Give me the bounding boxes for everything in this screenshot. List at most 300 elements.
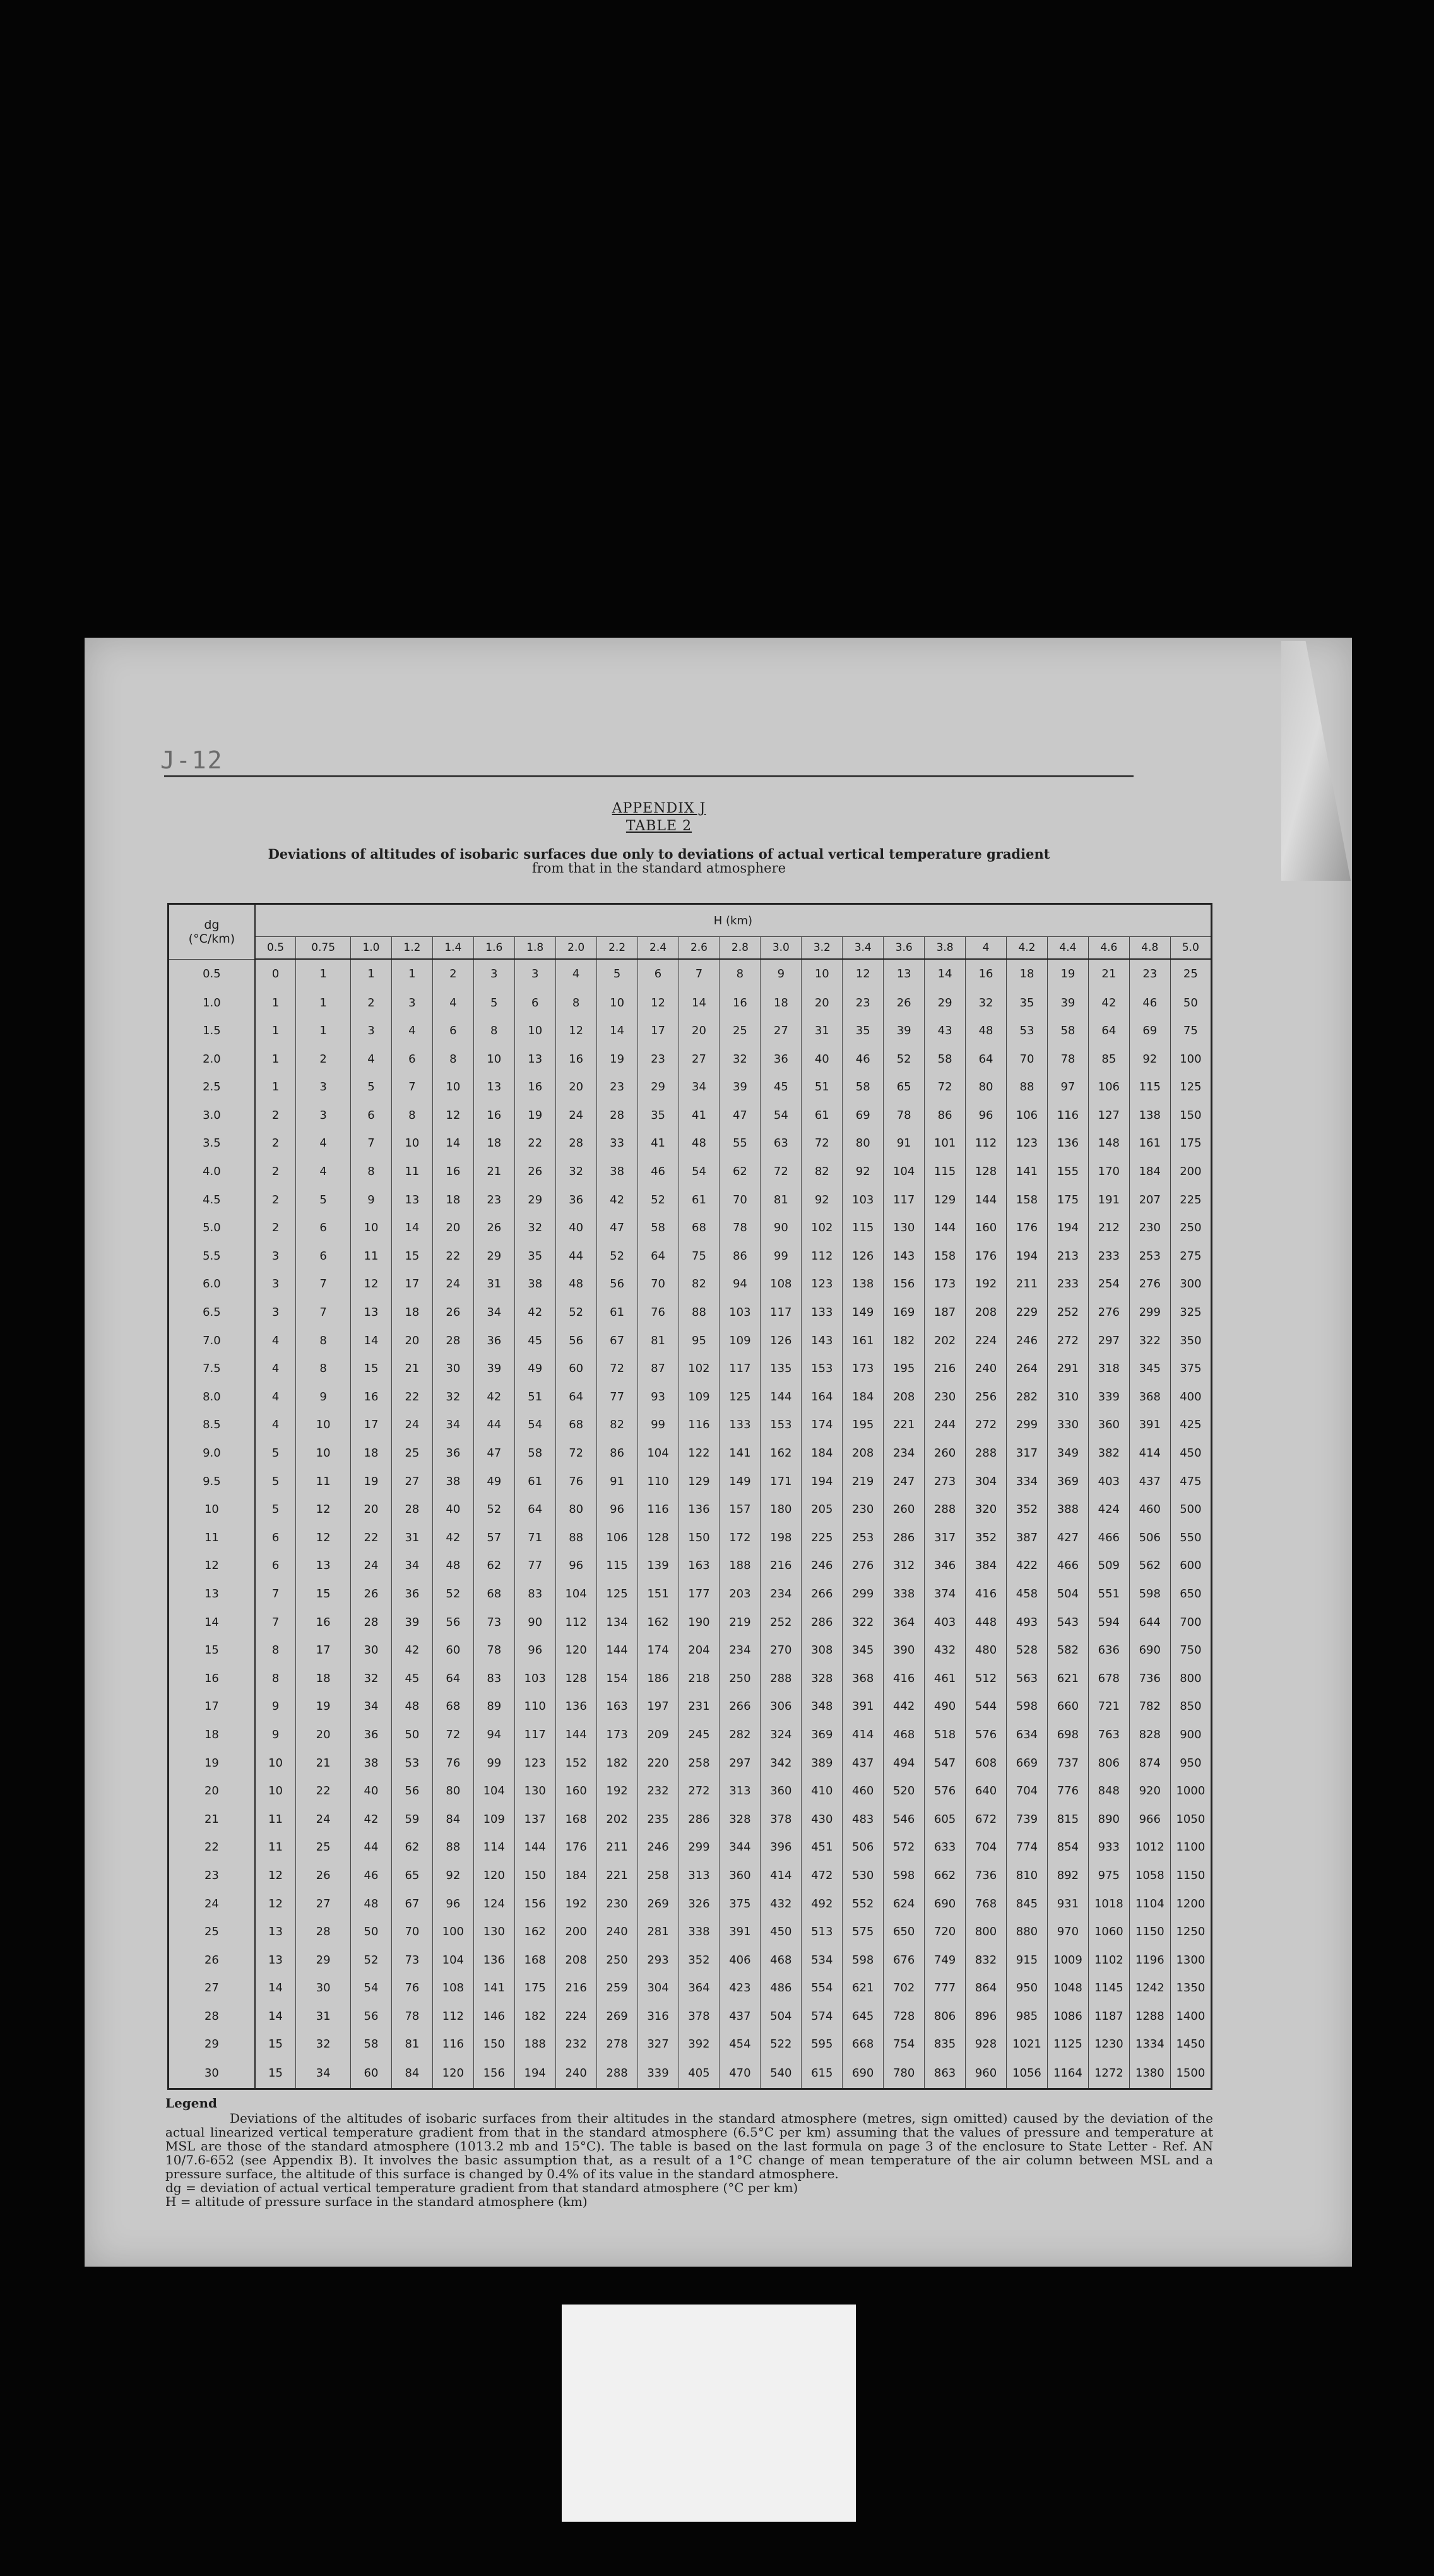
deviation-cell: 975 (1088, 1861, 1129, 1890)
deviation-cell: 281 (637, 1917, 678, 1946)
table-row (169, 959, 1212, 989)
deviation-cell: 200 (555, 1917, 596, 1946)
deviation-cell: 1400 (1170, 2002, 1211, 2030)
deviation-cell: 28 (432, 1327, 473, 1355)
deviation-cell: 104 (637, 1439, 678, 1467)
deviation-cell: 54 (514, 1411, 555, 1440)
deviation-cell: 736 (966, 1861, 1007, 1890)
blank-card (562, 2305, 856, 2522)
deviation-cell: 24 (555, 1101, 596, 1130)
deviation-cell: 250 (596, 1946, 637, 1974)
deviation-cell: 40 (555, 1213, 596, 1242)
deviation-cell: 5 (473, 989, 514, 1017)
deviation-cell: 304 (966, 1467, 1007, 1496)
deviation-cell: 534 (802, 1946, 843, 1974)
deviation-cell: 437 (1129, 1467, 1170, 1496)
deviation-cell: 576 (966, 1720, 1007, 1749)
deviation-cell: 124 (473, 1890, 514, 1918)
deviation-cell: 50 (391, 1720, 432, 1749)
deviation-cell: 116 (432, 2030, 473, 2059)
deviation-cell: 137 (514, 1805, 555, 1834)
deviation-cell: 422 (1007, 1552, 1048, 1580)
deviation-cell: 22 (514, 1130, 555, 1158)
deviation-cell: 177 (678, 1580, 720, 1608)
deviation-cell: 80 (432, 1777, 473, 1805)
deviation-cell: 103 (843, 1186, 884, 1214)
deviation-cell: 136 (473, 1946, 514, 1974)
deviation-cell: 169 (884, 1298, 925, 1327)
deviation-cell: 225 (1170, 1186, 1211, 1214)
table-row (169, 1805, 1212, 1834)
deviation-cell: 308 (802, 1636, 843, 1664)
deviation-cell: 36 (473, 1327, 514, 1355)
deviation-cell: 466 (1047, 1552, 1088, 1580)
legend-def-dg: dg = deviation of actual vertical temperature gradient from that standard atmosphere (°C per km) (165, 2180, 798, 2195)
deviation-cell: 136 (678, 1495, 720, 1524)
deviation-cell: 230 (843, 1495, 884, 1524)
dg-value-cell: 6.0 (169, 1270, 255, 1299)
table-row (169, 1327, 1212, 1355)
deviation-cell: 299 (1129, 1298, 1170, 1327)
deviation-cell: 224 (966, 1327, 1007, 1355)
deviation-cell: 50 (1170, 989, 1211, 1017)
deviation-cell: 1150 (1129, 1917, 1170, 1946)
deviation-cell: 190 (678, 1608, 720, 1637)
deviation-cell: 1380 (1129, 2058, 1170, 2089)
deviation-cell: 540 (761, 2058, 802, 2089)
deviation-cell: 221 (884, 1411, 925, 1440)
dg-value-cell: 0.5 (169, 959, 255, 989)
dg-value-cell: 1.0 (169, 989, 255, 1017)
dg-value-cell: 1.5 (169, 1017, 255, 1045)
deviation-cell: 141 (1007, 1157, 1048, 1186)
deviation-cell: 286 (678, 1805, 720, 1834)
deviation-cell: 117 (761, 1298, 802, 1327)
deviation-cell: 31 (391, 1524, 432, 1552)
deviation-cell: 26 (514, 1157, 555, 1186)
deviation-cell: 38 (432, 1467, 473, 1496)
deviation-cell: 116 (678, 1411, 720, 1440)
deviation-cell: 35 (514, 1242, 555, 1270)
deviation-cell: 133 (720, 1411, 761, 1440)
deviation-cell: 36 (351, 1720, 392, 1749)
deviation-cell: 130 (514, 1777, 555, 1805)
deviation-cell: 344 (720, 1834, 761, 1862)
deviation-cell: 690 (843, 2058, 884, 2089)
h-column-header: 1.2 (391, 937, 432, 960)
table-row (169, 1270, 1212, 1299)
deviation-cell: 36 (555, 1186, 596, 1214)
deviation-cell: 19 (1047, 959, 1088, 989)
deviation-cell: 34 (296, 2058, 351, 2089)
deviation-cell: 109 (473, 1805, 514, 1834)
deviation-cell: 20 (678, 1017, 720, 1045)
deviation-cell: 513 (802, 1917, 843, 1946)
deviation-cell: 56 (555, 1327, 596, 1355)
deviation-cell: 240 (596, 1917, 637, 1946)
deviation-cell: 52 (555, 1298, 596, 1327)
dg-value-cell: 11 (169, 1524, 255, 1552)
deviation-cell: 44 (351, 1834, 392, 1862)
deviation-cell: 403 (925, 1608, 966, 1637)
deviation-cell: 338 (884, 1580, 925, 1608)
deviation-cell: 110 (514, 1693, 555, 1721)
deviation-cell: 233 (1088, 1242, 1129, 1270)
deviation-cell: 574 (802, 2002, 843, 2030)
deviation-cell: 1 (255, 989, 296, 1017)
deviation-cell: 7 (351, 1130, 392, 1158)
deviation-cell: 144 (966, 1186, 1007, 1214)
deviation-cell: 950 (1170, 1749, 1211, 1777)
deviation-cell: 5 (255, 1467, 296, 1496)
deviation-cell: 150 (514, 1861, 555, 1890)
deviation-cell: 161 (843, 1327, 884, 1355)
deviation-cell: 112 (802, 1242, 843, 1270)
deviation-cell: 101 (925, 1130, 966, 1158)
table-row (169, 1383, 1212, 1411)
deviation-cell: 175 (1170, 1130, 1211, 1158)
deviation-cell: 125 (720, 1383, 761, 1411)
deviation-cell: 102 (678, 1354, 720, 1383)
deviation-cell: 360 (1088, 1411, 1129, 1440)
table-row (169, 2002, 1212, 2030)
deviation-cell: 47 (596, 1213, 637, 1242)
deviation-cell: 931 (1047, 1890, 1088, 1918)
deviation-cell: 364 (884, 1608, 925, 1637)
deviation-cell: 352 (678, 1946, 720, 1974)
deviation-cell: 14 (678, 989, 720, 1017)
deviation-cell: 530 (843, 1861, 884, 1890)
deviation-cell: 192 (596, 1777, 637, 1805)
deviation-cell: 360 (720, 1861, 761, 1890)
deviation-cell: 172 (720, 1524, 761, 1552)
deviation-cell: 88 (1007, 1073, 1048, 1102)
deviation-cell: 213 (1047, 1242, 1088, 1270)
deviation-cell: 82 (802, 1157, 843, 1186)
deviation-cell: 264 (1007, 1354, 1048, 1383)
deviation-cell: 44 (555, 1242, 596, 1270)
deviation-cell: 80 (843, 1130, 884, 1158)
deviation-cell: 126 (761, 1327, 802, 1355)
deviation-cell: 3 (351, 1017, 392, 1045)
deviation-cell: 106 (1088, 1073, 1129, 1102)
deviation-cell: 739 (1007, 1805, 1048, 1834)
deviation-cell: 149 (720, 1467, 761, 1496)
deviation-cell: 23 (596, 1073, 637, 1102)
deviation-cell: 676 (884, 1946, 925, 1974)
deviation-cell: 15 (391, 1242, 432, 1270)
deviation-cell: 1012 (1129, 1834, 1170, 1862)
deviation-cell: 472 (802, 1861, 843, 1890)
deviation-cell: 5 (255, 1495, 296, 1524)
table-row (169, 1834, 1212, 1862)
h-column-header: 1.0 (351, 937, 392, 960)
dg-value-cell: 20 (169, 1777, 255, 1805)
deviation-cell: 368 (1129, 1383, 1170, 1411)
deviation-cell: 250 (1170, 1213, 1211, 1242)
deviation-cell: 151 (637, 1580, 678, 1608)
deviation-cell: 854 (1047, 1834, 1088, 1862)
deviation-cell: 348 (802, 1693, 843, 1721)
deviation-cell: 81 (391, 2030, 432, 2059)
deviation-cell: 288 (596, 2058, 637, 2089)
deviation-cell: 208 (555, 1946, 596, 1974)
deviation-cell: 483 (843, 1805, 884, 1834)
deviation-cell: 146 (473, 2002, 514, 2030)
deviation-cell: 163 (678, 1552, 720, 1580)
dg-value-cell: 28 (169, 2002, 255, 2030)
dg-value-cell: 16 (169, 1664, 255, 1693)
deviation-cell: 328 (720, 1805, 761, 1834)
deviation-cell: 36 (432, 1439, 473, 1467)
deviation-cell: 120 (432, 2058, 473, 2089)
deviation-cell: 966 (1129, 1805, 1170, 1834)
deviation-cell: 4 (296, 1130, 351, 1158)
deviation-cell: 18 (761, 989, 802, 1017)
deviation-cell: 209 (637, 1720, 678, 1749)
deviation-cell: 388 (1047, 1495, 1088, 1524)
dg-column-header (169, 904, 255, 960)
deviation-cell: 650 (1170, 1580, 1211, 1608)
deviation-cell: 234 (884, 1439, 925, 1467)
table-row (169, 1861, 1212, 1890)
deviation-cell: 67 (391, 1890, 432, 1918)
deviation-cell: 1021 (1007, 2030, 1048, 2059)
deviation-cell: 39 (1047, 989, 1088, 1017)
deviation-cell: 17 (391, 1270, 432, 1299)
deviation-cell: 67 (596, 1327, 637, 1355)
deviation-cell: 62 (391, 1834, 432, 1862)
deviation-cell: 16 (432, 1157, 473, 1186)
deviation-cell: 21 (1088, 959, 1129, 989)
deviation-cell: 427 (1047, 1524, 1088, 1552)
deviation-cell: 554 (802, 1974, 843, 2003)
deviation-cell: 104 (884, 1157, 925, 1186)
deviation-cell: 460 (843, 1777, 884, 1805)
deviation-cell: 650 (884, 1917, 925, 1946)
deviation-cell: 14 (925, 959, 966, 989)
dg-value-cell: 2.0 (169, 1045, 255, 1073)
deviation-cell: 369 (802, 1720, 843, 1749)
deviation-cell: 78 (884, 1101, 925, 1130)
deviation-cell: 18 (391, 1298, 432, 1327)
dg-value-cell: 17 (169, 1693, 255, 1721)
deviation-cell: 3 (255, 1298, 296, 1327)
deviation-cell: 53 (1007, 1017, 1048, 1045)
deviation-cell: 864 (966, 1974, 1007, 2003)
deviation-cell: 346 (925, 1552, 966, 1580)
dg-value-cell: 3.5 (169, 1130, 255, 1158)
deviation-cell: 543 (1047, 1608, 1088, 1637)
deviation-cell: 186 (637, 1664, 678, 1693)
deviation-cell: 13 (296, 1552, 351, 1580)
deviation-cell: 933 (1088, 1834, 1129, 1862)
deviation-cell: 273 (925, 1467, 966, 1496)
h-column-header: 1.6 (473, 937, 514, 960)
deviation-cell: 405 (678, 2058, 720, 2089)
deviation-cell: 35 (637, 1101, 678, 1130)
deviation-cell: 34 (678, 1073, 720, 1102)
legend (165, 2096, 1213, 2209)
table-row (169, 1298, 1212, 1327)
deviation-cell: 100 (432, 1917, 473, 1946)
deviation-cell: 27 (391, 1467, 432, 1496)
deviation-cell: 168 (514, 1946, 555, 1974)
deviation-cell: 500 (1170, 1495, 1211, 1524)
deviation-cell: 85 (1088, 1045, 1129, 1073)
deviation-cell: 135 (761, 1354, 802, 1383)
deviation-cell: 64 (432, 1664, 473, 1693)
deviation-cell: 806 (1088, 1749, 1129, 1777)
deviation-cell: 47 (720, 1101, 761, 1130)
header-rule (164, 775, 1134, 777)
deviation-cell: 160 (966, 1213, 1007, 1242)
deviation-cell: 754 (884, 2030, 925, 2059)
deviation-cell: 42 (391, 1636, 432, 1664)
deviation-cell: 71 (514, 1524, 555, 1552)
deviation-cell: 106 (1007, 1101, 1048, 1130)
table-row (169, 1186, 1212, 1214)
deviation-cell: 9 (255, 1720, 296, 1749)
deviation-cell: 1334 (1129, 2030, 1170, 2059)
deviation-cell: 20 (351, 1495, 392, 1524)
deviation-cell: 2 (255, 1186, 296, 1214)
table-row (169, 1411, 1212, 1440)
deviation-cell: 73 (473, 1608, 514, 1637)
deviation-cell: 72 (596, 1354, 637, 1383)
deviation-cell: 252 (1047, 1298, 1088, 1327)
deviation-cell: 437 (843, 1749, 884, 1777)
deviation-cell: 17 (351, 1411, 392, 1440)
deviation-cell: 598 (884, 1861, 925, 1890)
table-row (169, 1974, 1212, 2003)
deviation-cell: 451 (802, 1834, 843, 1862)
deviation-cell: 6 (296, 1242, 351, 1270)
deviation-cell: 180 (761, 1495, 802, 1524)
deviation-cell: 1058 (1129, 1861, 1170, 1890)
deviation-cell: 91 (884, 1130, 925, 1158)
deviation-cell: 21 (296, 1749, 351, 1777)
deviation-cell: 218 (678, 1664, 720, 1693)
deviation-cell: 194 (1007, 1242, 1048, 1270)
deviation-cell: 660 (1047, 1693, 1088, 1721)
deviation-cell: 100 (1170, 1045, 1211, 1073)
deviation-cell: 310 (1047, 1383, 1088, 1411)
deviation-cell: 72 (802, 1130, 843, 1158)
deviation-cell: 27 (678, 1045, 720, 1073)
deviation-cell: 8 (391, 1101, 432, 1130)
deviation-cell: 39 (884, 1017, 925, 1045)
deviation-cell: 594 (1088, 1608, 1129, 1637)
deviation-cell: 144 (555, 1720, 596, 1749)
deviation-cell: 900 (1170, 1720, 1211, 1749)
deviation-cell: 598 (1129, 1580, 1170, 1608)
deviation-cell: 326 (678, 1890, 720, 1918)
deviation-cell: 269 (637, 1890, 678, 1918)
deviation-cell: 330 (1047, 1411, 1088, 1440)
deviation-cell: 82 (596, 1411, 637, 1440)
deviation-cell: 728 (884, 2002, 925, 2030)
deviation-cell: 800 (1170, 1664, 1211, 1693)
deviation-cell: 60 (555, 1354, 596, 1383)
deviation-cell: 48 (391, 1693, 432, 1721)
deviation-cell: 21 (473, 1157, 514, 1186)
deviation-cell: 34 (473, 1298, 514, 1327)
deviation-cell: 266 (802, 1580, 843, 1608)
deviation-cell: 170 (1088, 1157, 1129, 1186)
deviation-cell: 31 (473, 1270, 514, 1299)
deviation-cell: 414 (1129, 1439, 1170, 1467)
deviation-cell: 117 (720, 1354, 761, 1383)
deviation-cell: 59 (391, 1805, 432, 1834)
deviation-cell: 149 (843, 1298, 884, 1327)
deviation-cell: 58 (1047, 1017, 1088, 1045)
deviation-cell: 3 (391, 989, 432, 1017)
deviation-cell: 13 (473, 1073, 514, 1102)
deviation-cell: 23 (637, 1045, 678, 1073)
h-column-header: 2.4 (637, 937, 678, 960)
deviation-cell: 828 (1129, 1720, 1170, 1749)
deviation-cell: 86 (925, 1101, 966, 1130)
deviation-cell: 58 (514, 1439, 555, 1467)
deviation-cell: 815 (1047, 1805, 1088, 1834)
deviation-cell: 184 (802, 1439, 843, 1467)
deviation-cell: 134 (596, 1608, 637, 1637)
deviation-cell: 32 (351, 1664, 392, 1693)
deviation-cell: 31 (296, 2002, 351, 2030)
deviation-cell: 96 (555, 1552, 596, 1580)
deviation-cell: 621 (843, 1974, 884, 2003)
deviation-cell: 1 (296, 1017, 351, 1045)
deviation-cell: 49 (473, 1467, 514, 1496)
deviation-cell: 26 (351, 1580, 392, 1608)
h-column-header: 4.2 (1007, 937, 1048, 960)
deviation-cell: 374 (925, 1580, 966, 1608)
deviation-cell: 43 (925, 1017, 966, 1045)
deviation-cell: 297 (1088, 1327, 1129, 1355)
deviation-cell: 645 (843, 2002, 884, 2030)
deviation-cell: 187 (925, 1298, 966, 1327)
deviation-cell: 368 (843, 1664, 884, 1693)
deviation-cell: 12 (296, 1524, 351, 1552)
deviation-cell: 318 (1088, 1354, 1129, 1383)
deviation-cell: 985 (1007, 2002, 1048, 2030)
deviation-cell: 20 (802, 989, 843, 1017)
deviation-cell: 375 (720, 1890, 761, 1918)
deviation-cell: 109 (678, 1383, 720, 1411)
deviation-cell: 6 (391, 1045, 432, 1073)
deviation-cell: 22 (351, 1524, 392, 1552)
table-caption-line1: Deviations of altitudes of isobaric surfaces due only to deviations of actual vertical temperature gradient (268, 846, 1050, 862)
deviation-cell: 69 (843, 1101, 884, 1130)
table-row (169, 1946, 1212, 1974)
deviation-cell: 460 (1129, 1495, 1170, 1524)
deviation-cell: 24 (351, 1552, 392, 1580)
deviation-cell: 54 (761, 1101, 802, 1130)
deviation-cell: 282 (1007, 1383, 1048, 1411)
deviation-cell: 10 (296, 1411, 351, 1440)
deviation-cell: 736 (1129, 1664, 1170, 1693)
deviation-cell: 115 (925, 1157, 966, 1186)
deviation-cell: 4 (255, 1354, 296, 1383)
deviation-cell: 406 (720, 1946, 761, 1974)
deviation-cell: 76 (391, 1974, 432, 2003)
deviation-cell: 205 (802, 1495, 843, 1524)
deviation-cell: 192 (555, 1890, 596, 1918)
dg-value-cell: 24 (169, 1890, 255, 1918)
deviation-cell: 232 (555, 2030, 596, 2059)
table-row (169, 1213, 1212, 1242)
